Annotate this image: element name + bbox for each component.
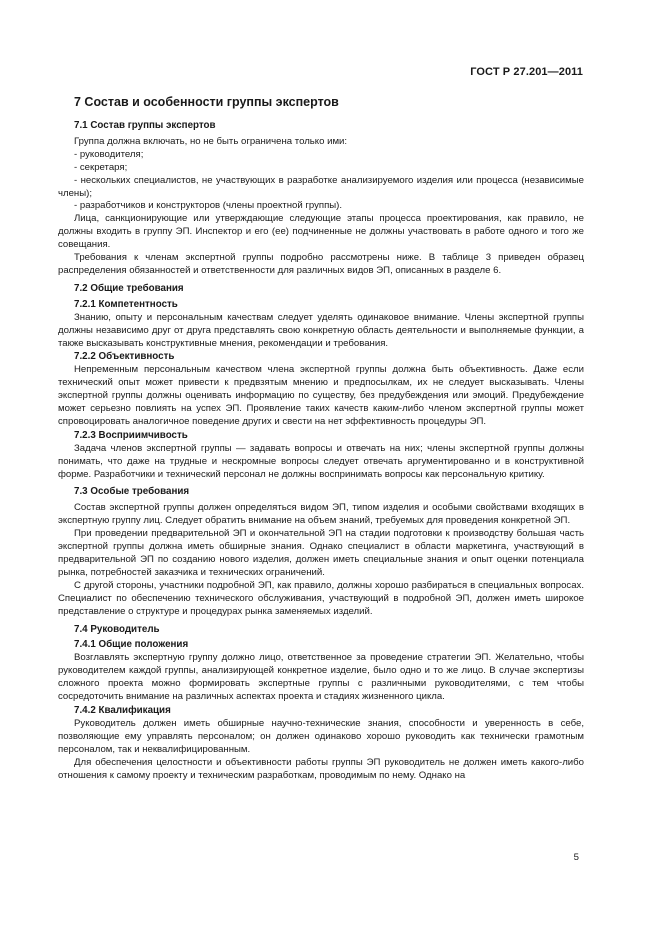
heading-7-1: 7.1 Состав группы экспертов [74,120,216,131]
paragraph: С другой стороны, участники подробной ЭП, как правило, должны хорошо разбираться в специальных вопросах. Специалист по обеспечению технического обслуживания, участвующий в подробной ЭП, должен иметь широкое представление о структуре и процедурах рынка заменяемых изделий. [58,579,584,617]
list-item: - разработчиков и конструкторов (члены проектной группы). [74,200,343,212]
document-body [58,95,584,782]
heading-7-2-2: 7.2.2 Объективность [74,351,175,363]
paragraph: Руководитель должен иметь обширные научно-технические знания, способности и уверенность в себе, позволяющие ему управлять персоналом; он должен одинаково хорошо руководить как технически грамотным персоналом, так и неквалифицированным. [58,717,584,755]
list-item: - секретаря; [74,161,128,173]
list-item: - руководителя; [74,148,144,160]
paragraph: При проведении предварительной ЭП и окончательной ЭП на стадии подготовки к производству большая часть экспертной группы должна иметь обширные знания. Однако специалист в области маркетинга, участвующий в предварительной ЭП по созданию нового изделия, должен иметь специальные знания и опыт оценки потенциала рынка, потребностей заказчика и технических ограничений. [58,528,584,578]
section-7-title: 7 Состав и особенности группы экспертов [74,95,339,109]
heading-7-3: 7.3 Особые требования [74,486,190,498]
heading-7-2-3: 7.2.3 Восприимчивость [74,429,188,441]
paragraph: Состав экспертной группы должен определяться видом ЭП, типом изделия и особыми свойствами входящих в экспертную группу лиц. Следует обратить внимание на объем знаний, требуемых для проведения конкретной ЭП. [58,502,584,527]
page-number: 5 [573,852,579,863]
paragraph: Знанию, опыту и персональным качествам следует уделять одинаковое внимание. Члены экспертной группы должны независимо друг от друга представлять свою конкретную область деятельности и выполняемые функции, а также высказывать конструктивные мнения, рекомендации и требования. [58,311,584,349]
heading-7-2-1: 7.2.1 Компетентность [74,298,178,310]
paragraph: Непременным персональным качеством члена экспертной группы должна быть объективность. Даже если технический опыт может привести к предвзятым мнению и предпосылкам, их не следует высказывать. Члены экспертной группы должны оценивать информацию по существу, без предубеждения или эмоций. Предубеждение может серьезно повлиять на успех ЭП. Проявление таких качеств каким-либо членом экспертной группы может спровоцировать аналогичное поведение других и свести на нет эффективность процедуры ЭП. [58,364,584,427]
heading-7-4-1: 7.4.1 Общие положения [74,639,189,651]
heading-7-4: 7.4 Руководитель [74,623,160,635]
heading-7-4-2: 7.4.2 Квалификация [74,704,171,716]
heading-7-2: 7.2 Общие требования [74,282,184,294]
paragraph: Лица, санкционирующие или утверждающие следующие этапы процесса проектирования, как правило, не должны входить в группу ЭП. Инспектор и его (ее) подчиненные не должны участвовать в работе одного и того же совещания. [58,213,584,251]
paragraph: Для обеспечения целостности и объективности работы группы ЭП руководитель не должен иметь какого-либо отношения к самому проекту и техническим разработкам, проводимым по нему. Однако на [58,756,584,781]
list-item: - нескольких специалистов, не участвующих в разработке анализируемого изделия или процесса (независимые члены); [58,174,584,199]
document-code: ГОСТ Р 27.201—2011 [470,66,583,78]
paragraph: Требования к членам экспертной группы подробно рассмотрены ниже. В таблице 3 приведен образец распределения обязанностей и ответственности для различных видов ЭП, описанных в разделе 6. [58,252,584,276]
paragraph: Задача членов экспертной группы — задавать вопросы и отвечать на них; члены экспертной группы должны понимать, что даже на трудные и нескромные вопросы следует отвечать аргументированно и в конструктивной форме. Разработчики и технический персонал не должны воспринимать вопросы как персональную критику. [58,442,584,480]
paragraph: Группа должна включать, но не быть ограничена только ими: [74,135,348,147]
paragraph: Возглавлять экспертную группу должно лицо, ответственное за проведение стратегии ЭП. Желательно, чтобы руководителем каждой группы, анализирующей конкретное изделие, было одно и то же лицо. В случае экспертизы сложного проекта можно формировать экспертные группы с различными руководителями, с тем чтобы сосредоточить внимание на различных аспектах проекта и стадиях жизненного цикла. [58,652,584,703]
